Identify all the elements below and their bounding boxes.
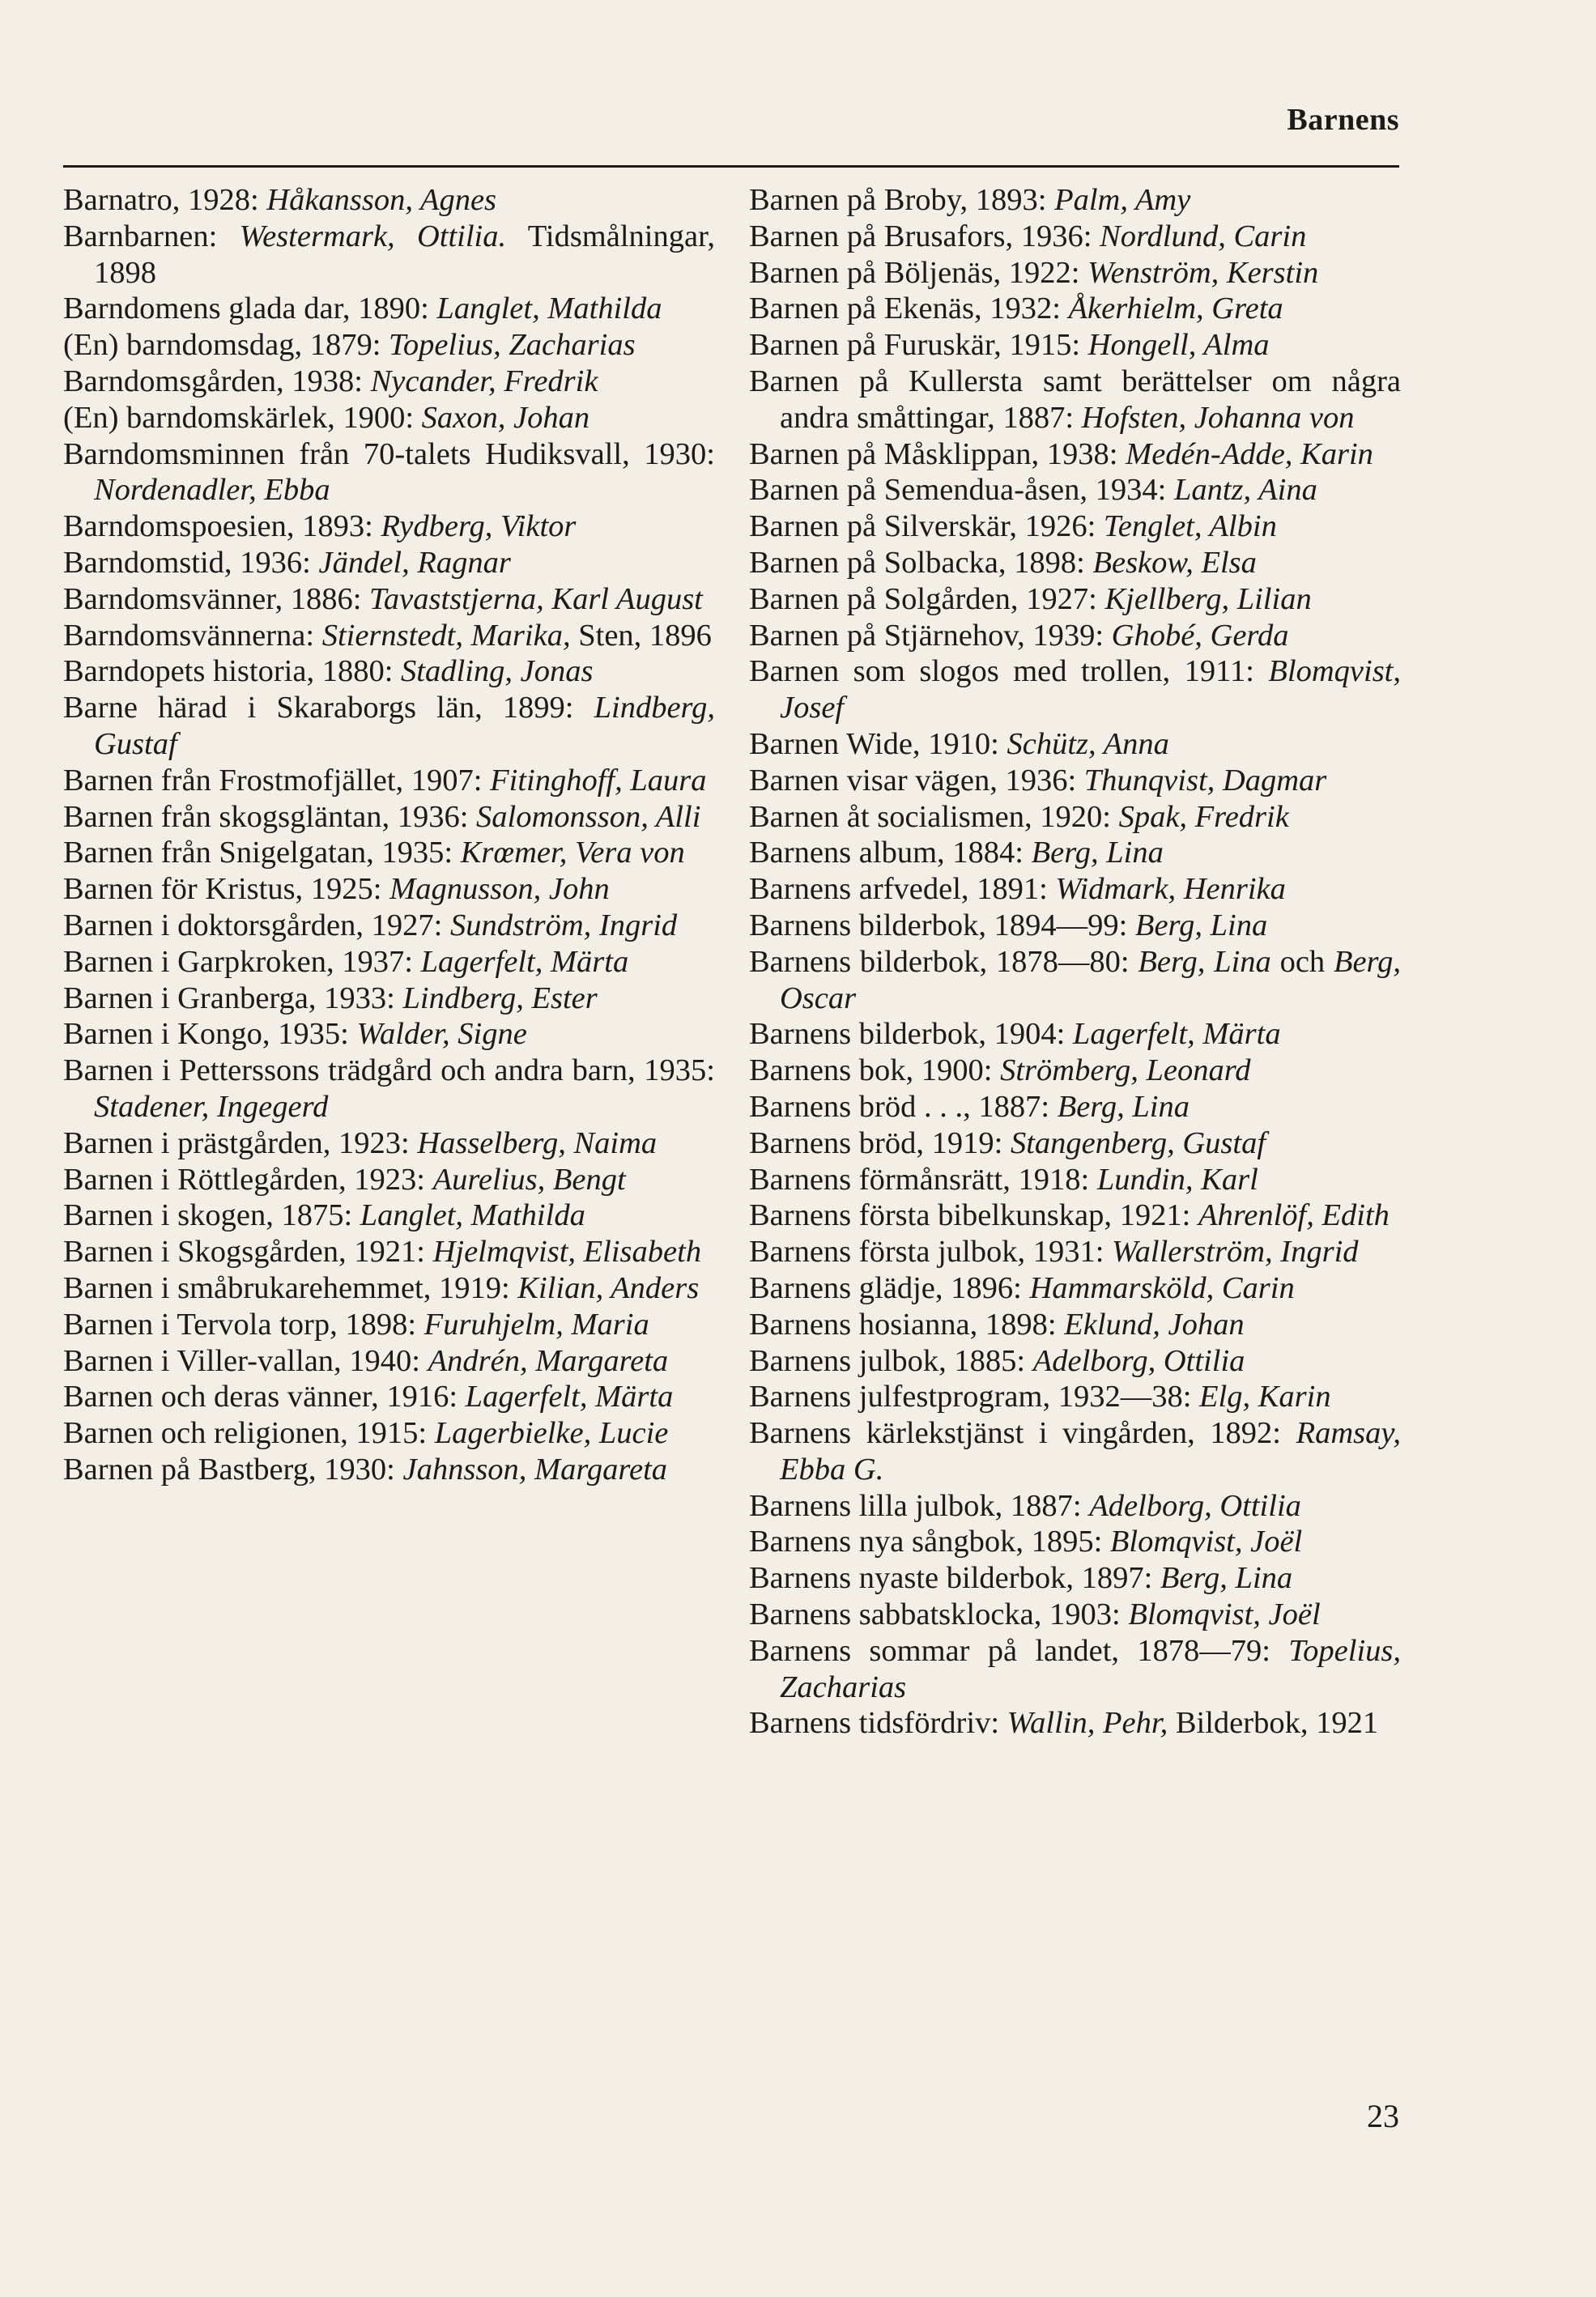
- index-entry: [63, 1270, 715, 1307]
- entry-author: Tavaststjerna, Karl August: [369, 581, 703, 616]
- entry-title: Barnen för Kristus, 1925:: [63, 872, 390, 907]
- entry-author: Langlet, Mathilda: [436, 291, 662, 326]
- entry-title: Barndopets historia, 1880:: [63, 654, 402, 689]
- index-entry: [63, 545, 715, 581]
- entry-author: Nordenadler, Ebba: [94, 473, 330, 508]
- entry-title: Barnen Wide, 1910:: [749, 726, 1007, 761]
- index-entry: [63, 1307, 715, 1343]
- entry-title: Barnens bröd . . ., 1887:: [749, 1089, 1058, 1124]
- index-entry: [749, 1379, 1401, 1415]
- entry-title: Barnens första bibelkunskap, 1921:: [749, 1198, 1198, 1233]
- entry-title: Barnen i småbrukarehemmet, 1919:: [63, 1270, 518, 1305]
- entry-author: Lundin, Karl: [1096, 1162, 1258, 1197]
- index-entry: [63, 182, 715, 219]
- entry-title: Barnatro, 1928:: [63, 183, 267, 217]
- entry-author: Salomonsson, Alli: [476, 799, 701, 834]
- entry-author: Lantz, Aina: [1173, 473, 1317, 508]
- entry-title: (En) barndomskärlek, 1900:: [63, 400, 422, 435]
- entry-author: Saxon, Johan: [421, 400, 590, 435]
- entry-title: Barnens sommar på landet, 1878—79:: [749, 1633, 1289, 1668]
- index-entry: [63, 1016, 715, 1053]
- entry-author: Tenglet, Albin: [1103, 509, 1277, 544]
- index-entry: [63, 944, 715, 980]
- entry-author: Adelborg, Ottilia: [1089, 1488, 1301, 1523]
- index-entry: [63, 1053, 715, 1125]
- index-entry: [749, 545, 1401, 581]
- entry-author: Lindberg, Ester: [402, 980, 598, 1015]
- index-entry: [749, 291, 1401, 327]
- index-entry: [63, 1452, 715, 1488]
- index-entry: [63, 1125, 715, 1162]
- entry-author: Medén-Adde, Karin: [1126, 436, 1373, 471]
- entry-author: Lagerfelt, Märta: [1072, 1017, 1281, 1052]
- entry-title: Barnen visar vägen, 1936:: [749, 763, 1084, 798]
- entry-author: Topelius, Zacharias: [389, 328, 636, 363]
- index-entry: [63, 1234, 715, 1270]
- entry-title: Barnen i Garpkroken, 1937:: [63, 944, 421, 979]
- entry-author: Andrén, Margareta: [428, 1343, 669, 1378]
- index-entry: [749, 1633, 1401, 1706]
- index-entry: [63, 763, 715, 799]
- index-entry: [749, 1524, 1401, 1560]
- index-entry: [749, 255, 1401, 291]
- entry-title: Barnens bröd, 1919:: [749, 1125, 1011, 1160]
- index-entry: [63, 1162, 715, 1198]
- entry-author: Furuhjelm, Maria: [423, 1307, 649, 1342]
- entry-title: Barnen på Bastberg, 1930:: [63, 1452, 403, 1487]
- index-entry: [63, 690, 715, 763]
- entry-title: Barndomsvänner, 1886:: [63, 581, 370, 616]
- index-entry: [63, 653, 715, 690]
- index-entry: [749, 1343, 1401, 1380]
- entry-author: Stadener, Ingegerd: [94, 1089, 329, 1124]
- entry-tail: och: [1270, 944, 1334, 979]
- entry-title: Barndomsminnen från 70-talets Hudiksvall, 1930:: [63, 436, 715, 471]
- index-entry: [749, 799, 1401, 836]
- entry-title: Barnen på Stjärnehov, 1939:: [749, 618, 1112, 653]
- entry-author: Åkerhielm, Greta: [1068, 291, 1283, 326]
- index-entry: [63, 835, 715, 871]
- entry-author: Beskow, Elsa: [1092, 545, 1257, 580]
- entry-tail: Sten, 1896: [570, 618, 712, 653]
- entry-title: Barnens bilderbok, 1904:: [749, 1017, 1073, 1052]
- entry-author: Blomqvist, Joël: [1128, 1597, 1321, 1632]
- entry-title: Barndomsgården, 1938:: [63, 364, 371, 398]
- entry-title: Barnen från skogsgläntan, 1936:: [63, 799, 477, 834]
- entry-title: Barnbarnen:: [63, 219, 240, 253]
- entry-author: Hasselberg, Naima: [417, 1125, 658, 1160]
- index-entry: [749, 871, 1401, 908]
- entry-author: Walder, Signe: [356, 1017, 527, 1052]
- entry-title: Barnens bok, 1900:: [749, 1053, 1001, 1088]
- entry-title: Barnen och deras vänner, 1916:: [63, 1380, 466, 1414]
- entry-title: Barnen i Tervola torp, 1898:: [63, 1307, 424, 1342]
- entry-author: Westermark, Ottilia.: [239, 219, 507, 253]
- index-entry: [63, 436, 715, 509]
- entry-title: Barnen och religionen, 1915:: [63, 1416, 435, 1451]
- index-entry: [63, 1415, 715, 1452]
- index-entry: [749, 436, 1401, 473]
- entry-title: Barnens album, 1884:: [749, 836, 1032, 870]
- entry-author: Blomqvist, Josef: [780, 654, 1401, 725]
- index-entry: [749, 508, 1401, 545]
- index-entry: [749, 1125, 1401, 1162]
- left-column: [63, 182, 715, 1488]
- index-entry: [749, 327, 1401, 364]
- entry-title: Barnen på Silverskär, 1926:: [749, 509, 1104, 544]
- entry-title: Barnens nya sångbok, 1895:: [749, 1525, 1110, 1559]
- entry-author: Hofsten, Johanna von: [1081, 400, 1355, 435]
- index-entry: [63, 219, 715, 291]
- entry-author: Jändel, Ragnar: [318, 545, 511, 580]
- entry-title: Barnen i doktorsgården, 1927:: [63, 908, 450, 942]
- entry-author: Berg, Lina: [1134, 908, 1268, 942]
- index-entry: [749, 1234, 1401, 1270]
- index-entry: [63, 799, 715, 836]
- entry-title: Barnens kärlekstjänst i vingården, 1892:: [749, 1416, 1296, 1451]
- entry-author: Langlet, Mathilda: [360, 1198, 585, 1233]
- index-entry: [749, 1016, 1401, 1053]
- entry-author: Hjelmqvist, Elisabeth: [432, 1235, 702, 1270]
- entry-title: Barndomstid, 1936:: [63, 545, 319, 580]
- index-entry: [749, 908, 1401, 944]
- entry-author: Jahnsson, Margareta: [402, 1452, 668, 1487]
- entry-author: Fitinghoff, Laura: [490, 763, 707, 798]
- index-entry: [749, 581, 1401, 618]
- entry-author: Widmark, Henrika: [1055, 872, 1286, 907]
- entry-author: Stangenberg, Gustaf: [1010, 1125, 1266, 1160]
- index-entry: [63, 400, 715, 436]
- entry-author: Krœmer, Vera von: [460, 836, 685, 870]
- index-entry: [749, 472, 1401, 508]
- entry-author: Elg, Karin: [1199, 1380, 1331, 1414]
- entry-title: Barnens arfvedel, 1891:: [749, 872, 1056, 907]
- header-rule: [63, 165, 1399, 168]
- entry-title: Barnen i Granberga, 1933:: [63, 980, 403, 1015]
- entry-author: Ramsay, Ebba G.: [780, 1416, 1401, 1487]
- index-entry: [749, 763, 1401, 799]
- entry-title: Barnen på Solbacka, 1898:: [749, 545, 1093, 580]
- index-entry: [749, 835, 1401, 871]
- index-entry: [63, 1379, 715, 1415]
- entry-author: Strömberg, Leonard: [1000, 1053, 1251, 1088]
- entry-author: Sundström, Ingrid: [449, 908, 678, 942]
- index-entry: [749, 1197, 1401, 1234]
- entry-author: Berg, Lina: [1138, 944, 1271, 979]
- entry-author: Eklund, Johan: [1064, 1307, 1245, 1342]
- index-entry: [63, 1197, 715, 1234]
- index-entry: [749, 182, 1401, 219]
- entry-title: Barne härad i Skaraborgs län, 1899:: [63, 691, 594, 725]
- index-entry: [63, 618, 715, 654]
- entry-title: Barnen på Brusafors, 1936:: [749, 219, 1100, 253]
- entry-title: Barnens nyaste bilderbok, 1897:: [749, 1561, 1160, 1596]
- index-entry: [63, 291, 715, 327]
- entry-author: Lagerfelt, Märta: [465, 1380, 674, 1414]
- entry-title: Barnen på Ekenäs, 1932:: [749, 291, 1069, 326]
- entry-author: Nordlund, Carin: [1100, 219, 1307, 253]
- index-entry: [749, 726, 1401, 763]
- entry-title: Barnens glädje, 1896:: [749, 1270, 1030, 1305]
- entry-author: Adelborg, Ottilia: [1032, 1343, 1245, 1378]
- index-entry: [749, 944, 1401, 1017]
- entry-title: Barnen på Semendua-åsen, 1934:: [749, 473, 1174, 508]
- index-entry: [749, 1307, 1401, 1343]
- entry-title: Barnen på Furuskär, 1915:: [749, 328, 1088, 363]
- entry-author: Stadling, Jonas: [401, 654, 594, 689]
- index-entry: [63, 908, 715, 944]
- index-entry: [63, 1343, 715, 1380]
- index-entry: [749, 1053, 1401, 1089]
- entry-title: Barnen i Petterssons trädgård och andra barn, 1935:: [63, 1053, 715, 1088]
- index-entry: [749, 1560, 1401, 1597]
- entry-title: Barnens julbok, 1885:: [749, 1343, 1033, 1378]
- index-entry: [749, 1162, 1401, 1198]
- entry-title: Barnen i skogen, 1875:: [63, 1198, 360, 1233]
- entry-author: Aurelius, Bengt: [432, 1162, 626, 1197]
- entry-title: Barnen i Kongo, 1935:: [63, 1017, 357, 1052]
- running-head: Barnens: [1287, 103, 1399, 137]
- entry-tail: Bilderbok, 1921: [1168, 1706, 1379, 1741]
- entry-author: Berg, Lina: [1057, 1089, 1190, 1124]
- entry-title: Barnen på Böljenäs, 1922:: [749, 255, 1088, 290]
- right-column: [749, 182, 1401, 1742]
- entry-title: Barnen i prästgården, 1923:: [63, 1125, 418, 1160]
- entry-title: Barnen i Skogsgården, 1921:: [63, 1235, 433, 1270]
- entry-author: Topelius, Zacharias: [780, 1633, 1401, 1704]
- entry-author: Wenström, Kerstin: [1087, 255, 1319, 290]
- entry-title: Barnens förmånsrätt, 1918:: [749, 1162, 1097, 1197]
- index-entry: [63, 980, 715, 1017]
- entry-title: Barnens hosianna, 1898:: [749, 1307, 1065, 1342]
- entry-author: Magnusson, John: [389, 872, 610, 907]
- index-entry: [749, 1597, 1401, 1633]
- entry-author: Hammarsköld, Carin: [1029, 1270, 1295, 1305]
- entry-author: Berg, Lina: [1160, 1561, 1293, 1596]
- entry-title: Barndomens glada dar, 1890:: [63, 291, 437, 326]
- entry-author: Rydberg, Viktor: [381, 509, 577, 544]
- index-entry: [63, 871, 715, 908]
- index-entry: [749, 219, 1401, 255]
- entry-author: Wallin, Pehr,: [1007, 1706, 1168, 1741]
- entry-title: Barnens tidsfördriv:: [749, 1706, 1007, 1741]
- entry-author: Håkansson, Agnes: [266, 183, 497, 217]
- entry-title: Barnens första julbok, 1931:: [749, 1235, 1113, 1270]
- index-entry: [749, 1415, 1401, 1488]
- entry-author: Schütz, Anna: [1007, 726, 1169, 761]
- index-entry: [749, 1705, 1401, 1742]
- entry-title: Barndomspoesien, 1893:: [63, 509, 381, 544]
- index-entry: [749, 1270, 1401, 1307]
- index-entry: [63, 581, 715, 618]
- index-entry: [749, 364, 1401, 436]
- entry-author: Lindberg, Gustaf: [94, 691, 715, 761]
- index-entry: [63, 364, 715, 400]
- entry-title: Barnen åt socialismen, 1920:: [749, 799, 1119, 834]
- page-number: 23: [1367, 2098, 1399, 2134]
- entry-title: Barnen från Snigelgatan, 1935:: [63, 836, 461, 870]
- entry-author: Kjellberg, Lilian: [1104, 581, 1312, 616]
- entry-author: Nycander, Fredrik: [370, 364, 598, 398]
- index-entry: [63, 508, 715, 545]
- entry-author: Thunqvist, Dagmar: [1083, 763, 1327, 798]
- entry-author-second: Berg, Oscar: [780, 944, 1401, 1015]
- entry-author: Stiernstedt, Marika,: [321, 618, 571, 653]
- entry-author: Lagerfelt, Märta: [420, 944, 629, 979]
- entry-author: Ghobé, Gerda: [1111, 618, 1289, 653]
- entry-tail: Tidsmålningar, 1898: [94, 219, 715, 290]
- entry-title: Barnen i Röttlegården, 1923:: [63, 1162, 433, 1197]
- entry-title: Barnens julfestprogram, 1932—38:: [749, 1380, 1200, 1414]
- entry-author: Wallerström, Ingrid: [1112, 1235, 1359, 1270]
- index-entry: [749, 618, 1401, 654]
- entry-author: Berg, Lina: [1031, 836, 1164, 870]
- entry-title: Barndomsvännerna:: [63, 618, 322, 653]
- entry-title: Barnens bilderbok, 1894—99:: [749, 908, 1135, 942]
- entry-author: Lagerbielke, Lucie: [434, 1416, 669, 1451]
- entry-author: Blomqvist, Joël: [1109, 1525, 1303, 1559]
- index-entry: [749, 1089, 1401, 1125]
- entry-title: Barnen på Broby, 1893:: [749, 183, 1055, 217]
- entry-title: (En) barndomsdag, 1879:: [63, 328, 389, 363]
- entry-title: Barnen från Frostmofjället, 1907:: [63, 763, 491, 798]
- entry-title: Barnen som slogos med trollen, 1911:: [749, 654, 1269, 689]
- entry-title: Barnens bilderbok, 1878—80:: [749, 944, 1138, 979]
- index-entry: [63, 327, 715, 364]
- entry-author: Palm, Amy: [1054, 183, 1191, 217]
- index-entry: [749, 653, 1401, 726]
- entry-title: Barnen i Viller-vallan, 1940:: [63, 1343, 428, 1378]
- entry-title: Barnen på Kullersta samt berättelser om några andra småttingar, 1887:: [749, 364, 1401, 435]
- entry-author: Hongell, Alma: [1087, 328, 1270, 363]
- entry-author: Ahrenlöf, Edith: [1198, 1198, 1390, 1233]
- entry-author: Kilian, Anders: [517, 1270, 700, 1305]
- entry-title: Barnen på Måsklippan, 1938:: [749, 436, 1126, 471]
- entry-author: Spak, Fredrik: [1118, 799, 1289, 834]
- entry-title: Barnens sabbatsklocka, 1903:: [749, 1597, 1129, 1632]
- entry-title: Barnens lilla julbok, 1887:: [749, 1488, 1090, 1523]
- entry-title: Barnen på Solgården, 1927:: [749, 581, 1105, 616]
- index-entry: [749, 1488, 1401, 1525]
